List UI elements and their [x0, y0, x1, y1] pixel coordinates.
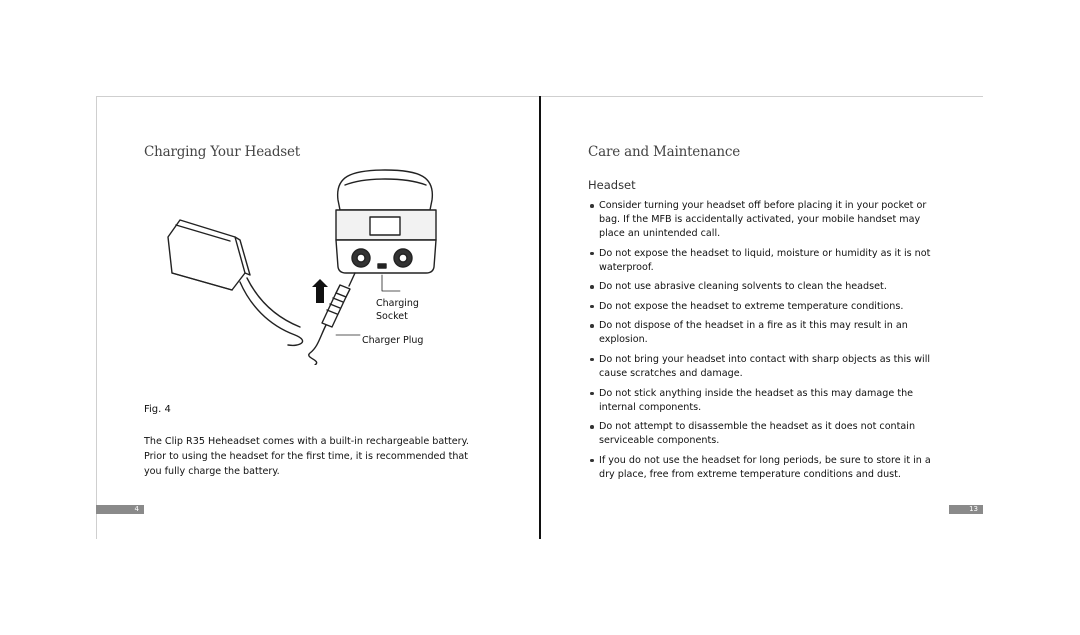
- adapter-cable: [240, 278, 303, 345]
- left-page-heading: Charging Your Headset: [144, 144, 301, 160]
- section-subheading: Headset: [588, 178, 636, 192]
- charging-socket-callout: Charging Socket: [376, 298, 419, 322]
- maintenance-bullet-list: [588, 199, 943, 487]
- charger-case-shape: [336, 170, 436, 273]
- right-page-heading: Care and Maintenance: [588, 144, 741, 160]
- bullet-item: Consider turning your headset off before placing it in your pocket or bag. If the MFB is accidentally activated, your mobile handset may place an unintended call.: [588, 199, 943, 241]
- bullet-item: Do not expose the headset to extreme temperature conditions.: [588, 300, 943, 314]
- insert-arrow: [312, 279, 328, 303]
- figure-label: Fig. 4: [144, 404, 171, 415]
- bullet-item: Do not bring your headset into contact with sharp objects as this will cause scratches and damage.: [588, 353, 943, 381]
- charging-paragraph: The Clip R35 Heheadset comes with a built-in rechargeable battery. Prior to using the headset for the first time, it is recommended that you fully charge the battery.: [144, 436, 469, 478]
- bullet-item: Do not attempt to disassemble the headset as it does not contain serviceable components.: [588, 420, 943, 448]
- bullet-item: Do not stick anything inside the headset as this may damage the internal components.: [588, 387, 943, 415]
- wall-adapter-shape: [168, 220, 250, 290]
- charger-plug-callout: Charger Plug: [362, 335, 424, 346]
- bullet-item: If you do not use the headset for long periods, be sure to store it in a dry place, free from extreme temperature conditions and dust.: [588, 454, 943, 482]
- bullet-item: Do not dispose of the headset in a fire as it this may result in an explosion.: [588, 319, 943, 347]
- page-number-left: 4: [96, 505, 144, 514]
- bullet-item: Do not expose the headset to liquid, moisture or humidity as it is not waterproof.: [588, 247, 943, 275]
- left-margin-rule: [96, 96, 97, 539]
- bullet-item: Do not use abrasive cleaning solvents to clean the headset.: [588, 280, 943, 294]
- page-spine: [539, 96, 541, 539]
- page-number-right: 13: [949, 505, 983, 514]
